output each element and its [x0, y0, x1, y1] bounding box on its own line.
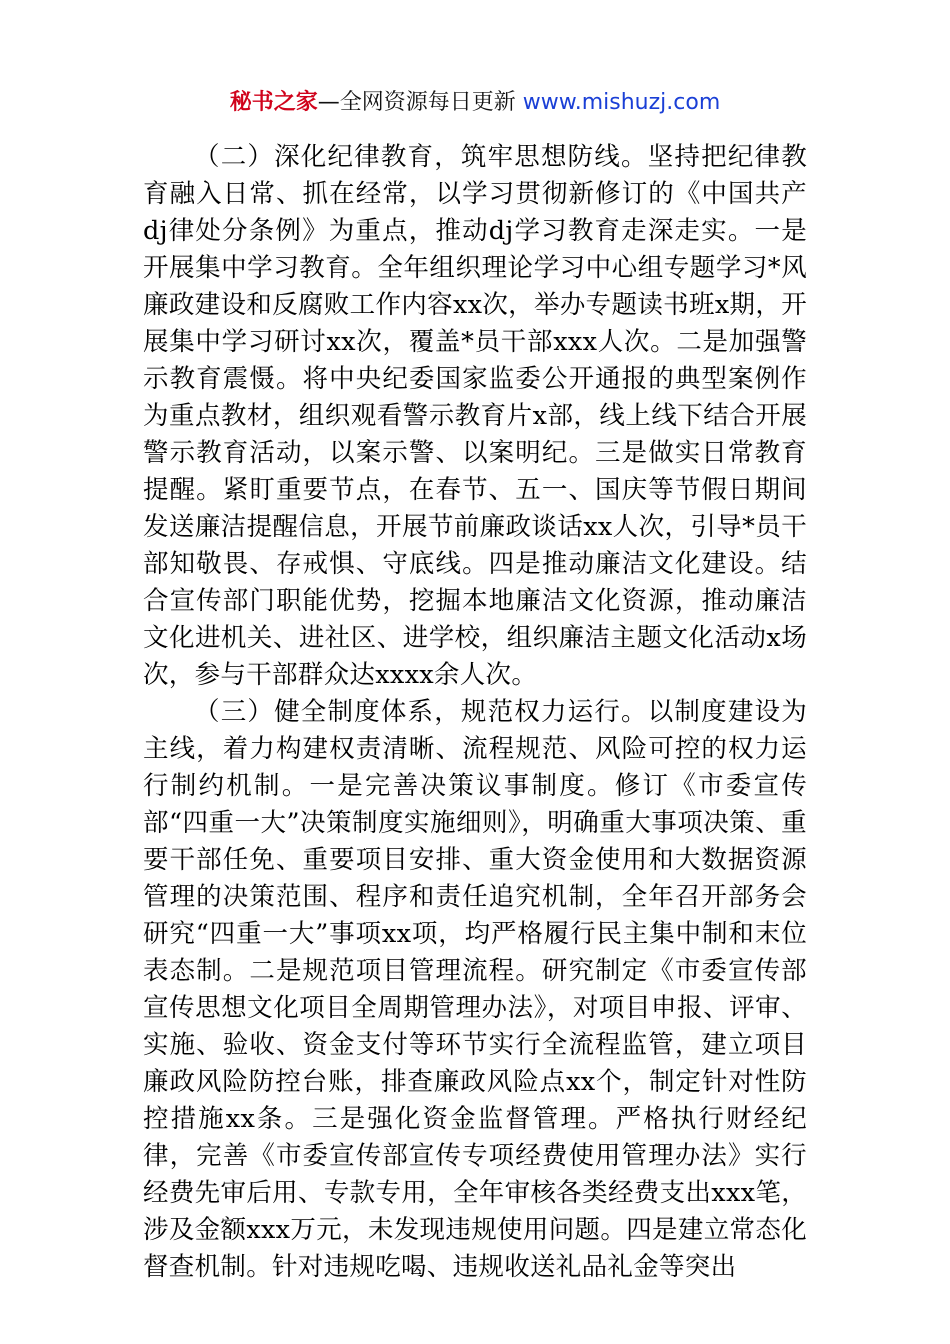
- paragraph-discipline-education: （二）深化纪律教育，筑牢思想防线。坚持把纪律教育融入日常、抓在经常，以学习贯彻新修订的《中国共产dj律处分条例》为重点，推动dj学习教育走深走实。一是开展集中学习教育。全年组织理论学习中心组专题学习*风廉政建设和反腐败工作内容xx次，举办专题读书班x期，开展集中学习研讨xx次，覆盖*员干部xxx人次。二是加强警示教育震慑。将中央纪委国家监委公开通报的典型案例作为重点教材，组织观看警示教育片x部，线上线下结合开展警示教育活动，以案示警、以案明纪。三是做实日常教育提醒。紧盯重要节点，在春节、五一、国庆等节假日期间发送廉洁提醒信息，开展节前廉政谈话xx人次，引导*员干部知敬畏、存戒惧、守底线。四是推动廉洁文化建设。结合宣传部门职能优势，挖掘本地廉洁文化资源，推动廉洁文化进机关、进社区、进学校，组织廉洁主题文化活动x场次，参与干部群众达xxxx余人次。: [143, 142, 807, 690]
- document-body: [143, 139, 807, 1286]
- brand-name: 秘书之家: [229, 90, 318, 115]
- header-tagline: —全网资源每日更新: [317, 90, 523, 115]
- site-url-link[interactable]: www.mishuzj.com: [522, 90, 721, 115]
- paragraph-institutional-system: （三）健全制度体系，规范权力运行。以制度建设为主线，着力构建权责清晰、流程规范、风险可控的权力运行制约机制。一是完善决策议事制度。修订《市委宣传部“四重一大”决策制度实施细则》，明确重大事项决策、重要干部任免、重要项目安排、重大资金使用和大数据资源管理的决策范围、程序和责任追究机制，全年召开部务会研究“四重一大”事项xx项，均严格履行民主集中制和末位表态制。二是规范项目管理流程。研究制定《市委宣传部宣传思想文化项目全周期管理办法》，对项目申报、评审、实施、验收、资金支付等环节实行全流程监管，建立项目廉政风险防控台账，排查廉政风险点xx个，制定针对性防控措施xx条。三是强化资金监督管理。严格执行财经纪律，完善《市委宣传部宣传专项经费使用管理办法》实行经费先审后用、专款专用，全年审核各类经费支出xxx笔，涉及金额xxx万元，未发现违规使用问题。四是建立常态化督查机制。针对违规吃喝、违规收送礼品礼金等突出: [143, 697, 807, 1282]
- page-header: [0, 88, 950, 118]
